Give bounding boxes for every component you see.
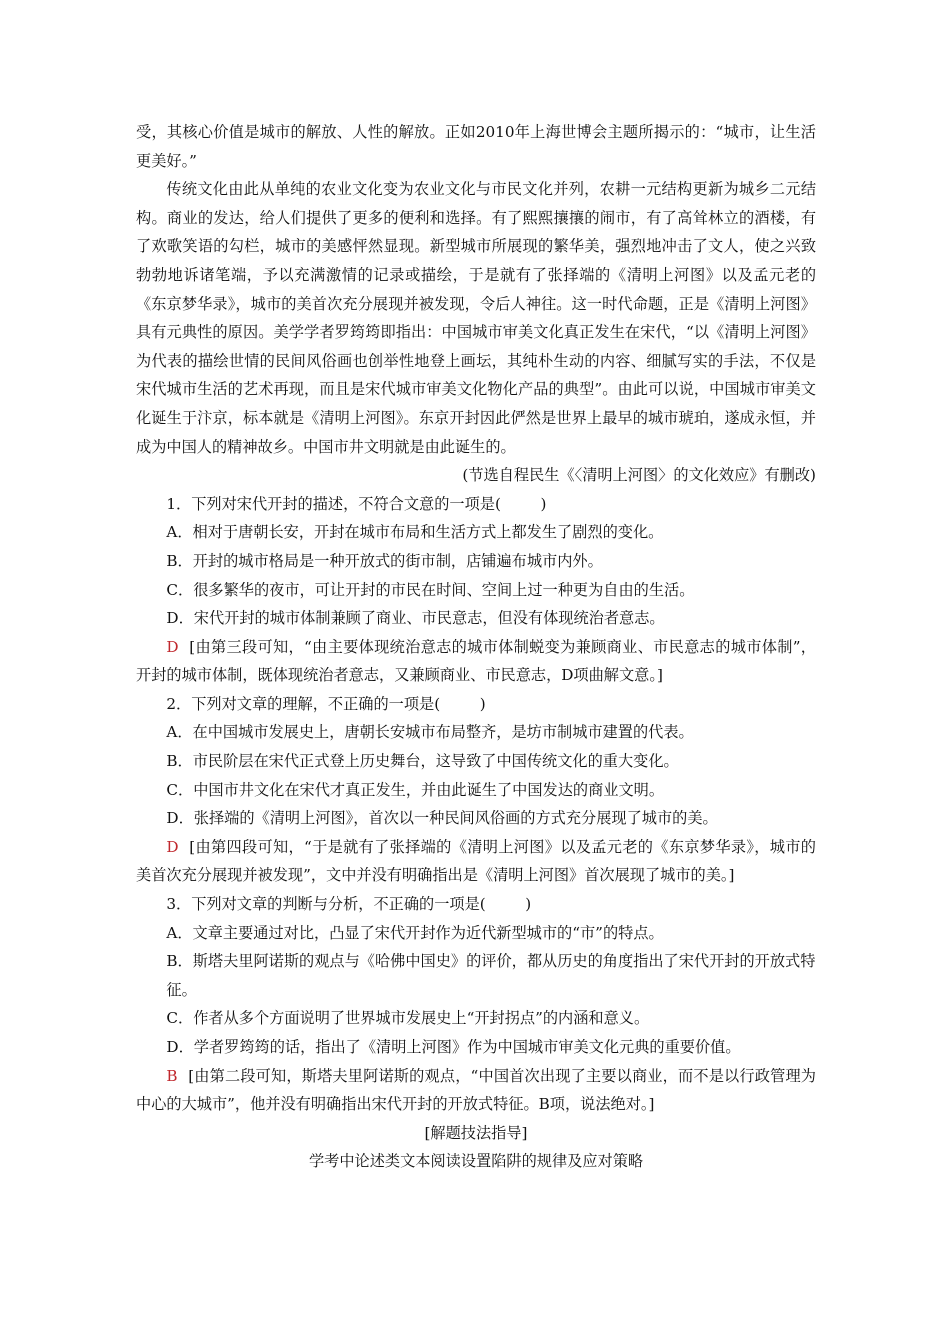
question-3-answer: [136, 1062, 816, 1119]
question-2-option-d: D．张择端的《清明上河图》，首次以一种民间风俗画的方式充分展现了城市的美。: [166, 809, 718, 828]
question-2-option-b: B．市民阶层在宋代正式登上历史舞台，这导致了中国传统文化的重大变化。: [166, 752, 679, 771]
passage-paragraph-1: 受，其核心价值是城市的解放、人性的解放。正如2010年上海世博会主题所揭示的：“城市，让生活更美好。”: [136, 123, 816, 170]
answer-letter: D: [166, 637, 179, 656]
answer-letter: D: [166, 837, 179, 856]
guide-label: [解题技法指导]: [424, 1123, 528, 1142]
question-2-option-c: C．中国市井文化在宋代才真正发生，并由此诞生了中国发达的商业文明。: [166, 780, 665, 799]
question-2-stem: 2．下列对文章的理解，不正确的一项是( ): [166, 694, 486, 713]
question-3-stem: 3．下列对文章的判断与分析，不正确的一项是( ): [166, 895, 532, 914]
question-3-option-d: D．学者罗筠筠的话，指出了《清明上河图》作为中国城市审美文化元典的重要价值。: [166, 1038, 741, 1056]
question-1-answer: [136, 633, 816, 690]
passage-paragraph-2: 传统文化由此从单纯的农业文化变为农业文化与市民文化并列，农耕一元结构更新为城乡二元结构。商业的发达，给人们提供了更多的便利和选择。有了熙熙攘攘的闹市，有了高耸林立的酒楼，有了欢歌笑语的勾栏，城市的美感怦然显现。新型城市所展现的繁华美，强烈地冲击了文人，使之兴致勃勃地诉诸笔端，予以充满激情的记录或描绘，于是就有了张择端的《清明上河图》以及孟元老的《东京梦华录》，城市的美首次充分展现并被发现，令后人神往。这一时代命题，正是《清明上河图》具有元典性的原因。美学学者罗筠筠即指出：中国城市审美文化真正发生在宋代，“以《清明上河图》为代表的描绘世情的民间风俗画也创举性地登上画坛，其纯朴生动的内容、细腻写实的手法，不仅是宋代城市生活的艺术再现，而且是宋代城市审美文化物化产品的典型”。由此可以说，中国城市审美文化诞生于汴京，标本就是《清明上河图》。东京开封因此俨然是世界上最早的城市琥珀，遂成永恒，并成为中国人的精神故乡。中国市井文明就是由此诞生的。: [136, 180, 816, 456]
passage-source: (节选自程民生《〈清明上河图〉的文化效应》有删改): [462, 466, 816, 485]
question-2-answer: [136, 833, 816, 890]
question-1-option-c: C．很多繁华的夜市，可让开封的市民在时间、空间上过一种更为自由的生活。: [166, 580, 695, 599]
question-3-option-a: A．文章主要通过对比，凸显了宋代开封作为近代新型城市的“市”的特点。: [166, 923, 664, 942]
document-page: [136, 118, 816, 1176]
question-1-option-a: A．相对于唐朝长安，开封在城市布局和生活方式上都发生了剧烈的变化。: [166, 523, 664, 542]
question-1-option-d: D．宋代开封的城市体制兼顾了商业、市民意志，但没有体现统治者意志。: [166, 609, 665, 628]
guide-title: 学考中论述类文本阅读设置陷阱的规律及应对策略: [308, 1152, 644, 1171]
question-3-option-b: B．斯塔夫里阿诺斯的观点与《哈佛中国史》的评价，都从历史的角度指出了宋代开封的开放式特征。: [166, 952, 816, 999]
answer-letter: B: [166, 1066, 178, 1085]
question-1-option-b: B．开封的城市格局是一种开放式的街市制，店铺遍布城市内外。: [166, 551, 603, 570]
question-3-option-c: C．作者从多个方面说明了世界城市发展史上“开封拐点”的内涵和意义。: [166, 1009, 650, 1028]
question-1-stem: 1．下列对宋代开封的描述，不符合文意的一项是( ): [166, 494, 547, 513]
answer-explanation: [由第二段可知，斯塔夫里阿诺斯的观点，“中国首次出现了主要以商业，而不是以行政管理为中心的大城市”，他并没有明确指出宋代开封的开放式特征。B项，说法绝对。]: [136, 1066, 816, 1114]
question-2-option-a: A．在中国城市发展史上，唐朝长安城市布局整齐，是坊市制城市建置的代表。: [166, 723, 694, 742]
answer-explanation: [由第四段可知，“于是就有了张择端的《清明上河图》以及孟元老的《东京梦华录》，城市的美首次充分展现并被发现”，文中并没有明确指出是《清明上河图》首次展现了城市的美。]: [136, 837, 816, 885]
answer-explanation: [由第三段可知，“由主要体现统治意志的城市体制蜕变为兼顾商业、市民意志的城市体制”，开封的城市体制，既体现统治者意志，又兼顾商业、市民意志，D项曲解文意。]: [136, 637, 816, 685]
